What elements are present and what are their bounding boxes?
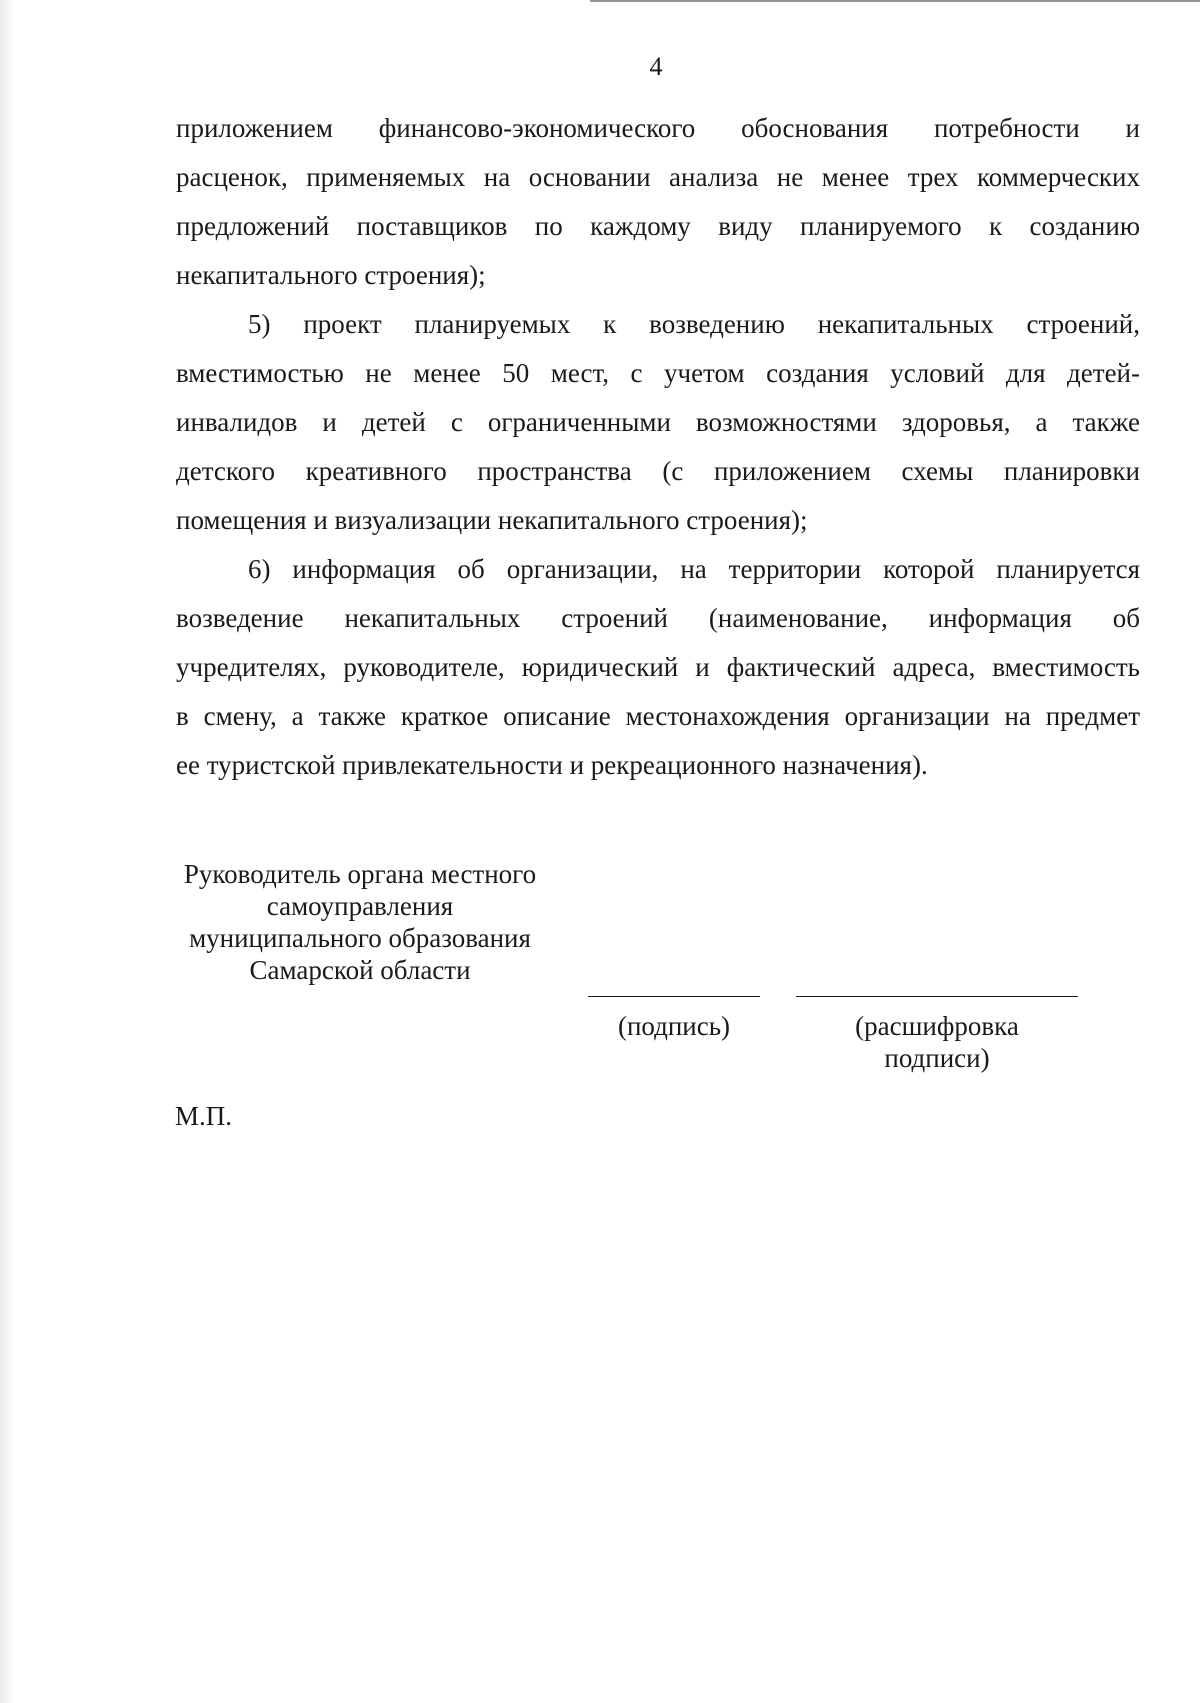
text-line: инвалидов и детей с ограниченными возможностями здоровья, а также — [176, 407, 1140, 437]
text-line: детского креативного пространства (с приложением схемы планировки — [176, 456, 1140, 486]
position-line: Самарской области — [249, 955, 471, 985]
text-line: возведение некапитальных строений (наименование, информация об — [176, 603, 1140, 633]
scan-edge — [0, 0, 14, 1703]
paragraph-item-6 — [176, 545, 1140, 790]
decoding-label-line: подписи) — [884, 1043, 990, 1073]
paragraph-item-5 — [176, 300, 1140, 545]
text-line: учредителях, руководителе, юридический и фактический адреса, вместимость — [176, 652, 1140, 682]
position-line: самоуправления — [266, 891, 454, 921]
signature-decoding-line — [796, 996, 1078, 997]
position-line: муниципального образования — [189, 923, 531, 953]
text-line: ее туристской привлекательности и рекреационного назначения). — [176, 750, 928, 780]
text-line: приложением финансово-экономического обоснования потребности и — [176, 113, 1140, 143]
document-body — [176, 104, 1140, 790]
text-line: в смену, а также краткое описание местонахождения организации на предмет — [176, 701, 1140, 731]
signatory-position — [170, 858, 550, 986]
text-line: предложений поставщиков по каждому виду планируемого к созданию — [176, 211, 1140, 241]
text-line: некапитального строения); — [176, 260, 486, 290]
signature-line — [588, 996, 760, 997]
signature-label: (подпись) — [617, 1011, 731, 1041]
position-line: Руководитель органа местного — [183, 859, 537, 889]
text-line: 5) проект планируемых к возведению некапитальных строений, — [248, 309, 1140, 339]
signature-decoding-label — [796, 1010, 1078, 1074]
paragraph-4-continuation — [176, 104, 1140, 300]
text-line: расценок, применяемых на основании анализа не менее трех коммерческих — [176, 162, 1140, 192]
page-number: 4 — [649, 52, 663, 81]
scan-top-line — [590, 0, 1200, 2]
stamp-place: М.П. — [175, 1101, 233, 1131]
decoding-label-line: (расшифровка — [855, 1011, 1019, 1041]
text-line: 6) информация об организации, на территории которой планируется — [248, 554, 1140, 584]
text-line: помещения и визуализации некапитального строения); — [176, 505, 808, 535]
text-line: вместимостью не менее 50 мест, с учетом создания условий для детей- — [176, 358, 1140, 388]
